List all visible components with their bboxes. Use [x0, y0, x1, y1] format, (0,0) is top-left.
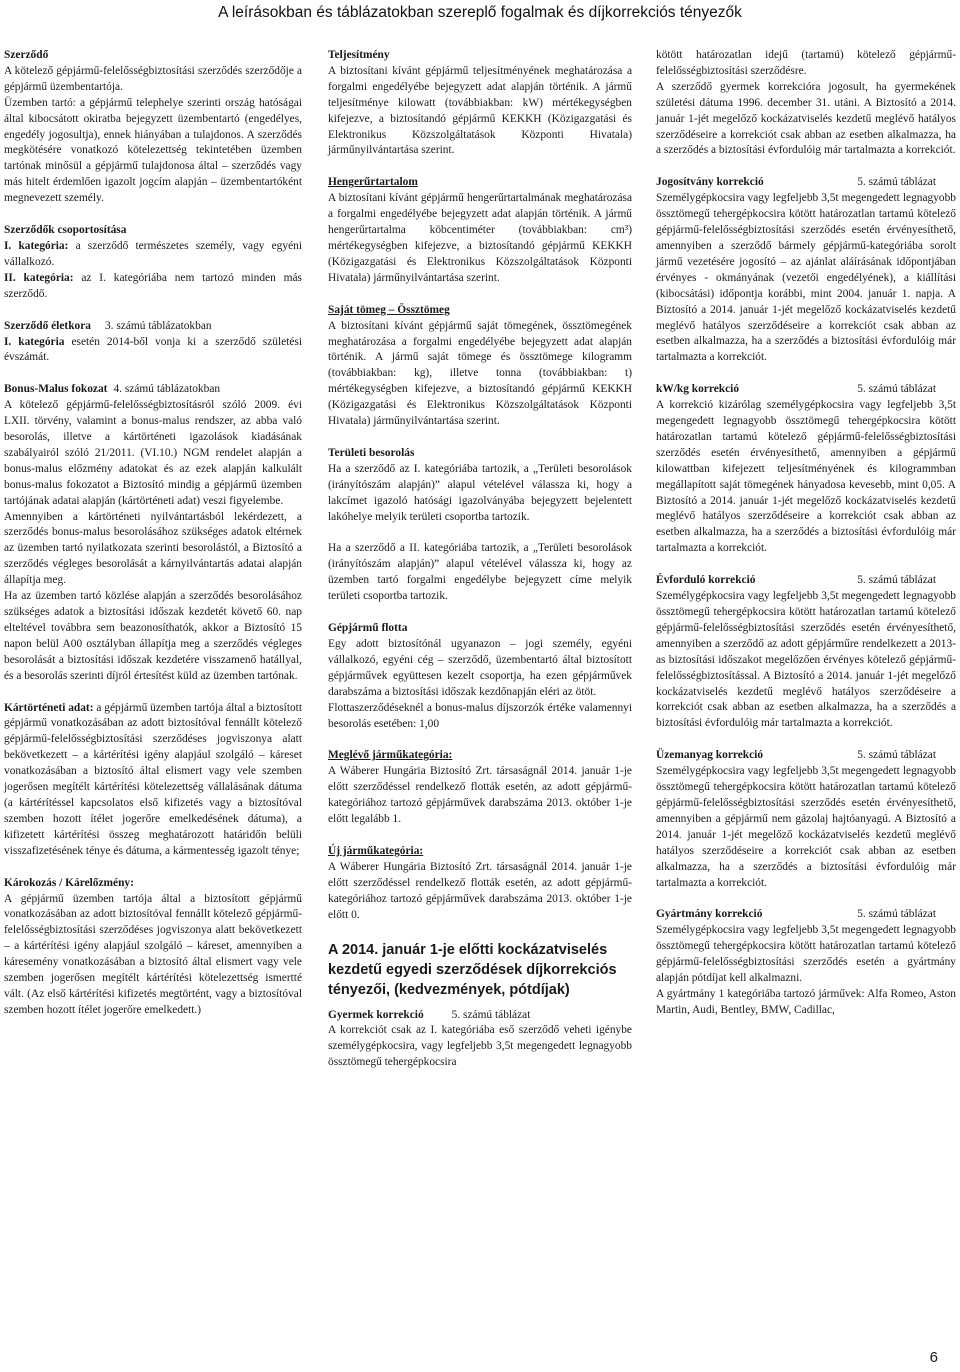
paragraph — [4, 271, 302, 303]
table-reference: 4. számú táblázatokban — [113, 383, 221, 396]
paragraph: A biztosítani kívánt gépjármű saját tömegének, össztömegének meghatározása a forgalmi engedélyébe bejegyzett adat alapján történik. A jármű saját tömege és össztömege kilogramm (továbbiakban: kg), illetve tonna (továbbiakban: t) mértékegységben kifejezve, a biztosítandó gépjármű KEKKH (Közigazgatási és Elektronikus Közszolgáltatások Központi Hivatala) járműnyilvántartása szerint. — [328, 319, 632, 428]
section-header-evfordulo — [656, 573, 956, 589]
section-heading-hengerurtartalom: Hengerűrtartalom — [328, 176, 418, 189]
section-heading-bonus-malus: Bonus-Malus fokozat — [4, 383, 108, 396]
category-text: esetén 2014-ből vonja ki a szerződő születési évszámát. — [4, 335, 302, 364]
paragraph: Személygépkocsira vagy legfeljebb 3,5t megengedett legnagyobb össztömegű tehergépkocsira kötött határozatlan tartamú kötelező gépjármű-felelősségbiztosítási szerződés esetén a gyártmány alapján pótdíjat kell alkalmazni. — [656, 924, 956, 985]
paragraph: Személygépkocsira vagy legfeljebb 3,5t megengedett legnagyobb össztömegű tehergépkocsira kötött határozatlan tartamú kötelező gépjármű-felelősségbiztosítási szerződés esetén érvényesíthető, amennyiben a szerződő az adott gépjárműre rendelkezett a 2013-as biztosítási időszakot megelőzően érvényes kötelező gépjármű-felelősségbiztosítással. A Biztosító a 2014. január 1-jét megelőző kockázatviselés kezdetű meglévő hatályos szerződéseire a korrekciót csak abban az esetben alkalmazza, ha a szerződés a biztosítási évfordulóig már tartalmazta a korrekciót. — [656, 590, 956, 730]
category-label: I. kategória: — [4, 239, 69, 252]
section-header-eletkor — [4, 319, 302, 335]
term-text: a gépjármű üzemben tartója által a biztosított gépjármű vonatkozásában az adott biztosítóval fennállt kötelező gépjármű-felelősségbiztosítási szerződéses jogviszonya alatt bekövetkezett – a kártérítési igény alapjául szolgáló – káreset vonatkozásában a biztosító által elismert vagy vele szemben jogerősen megítélt kártérítési kötelezettség vállalásának dátuma (a kártérítéssel kapcsolatos első kifizetés vagy a biztosítóval szemben hozott ítélet jogerőre emelkedésének dátuma), a kifizetett kártérítési összeg meghatározott határidőn belüli visszafizetésének ténye és dátuma, a kármentesség igazolt ténye; — [4, 701, 303, 857]
major-heading: A 2014. január 1-je előtti kockázatviselés kezdetű egyedi szerződések díjkorrekciós tényezői, (kedvezmények, pótdíjak) — [328, 941, 617, 998]
page-number: 6 — [929, 1349, 938, 1366]
column-middle — [328, 48, 632, 1071]
category-label: I. kategória — [4, 335, 65, 348]
paragraph: A Wáberer Hungária Biztosító Zrt. társaságnál 2014. január 1-je előtt szerződéssel rendelkező flották esetén, az adott gépjármű-kategóriához tartozó gépjárművek darabszáma 2013. október 1-je előtt 0. — [328, 860, 632, 921]
table-reference: 5. számú táblázat — [857, 383, 936, 396]
paragraph: A korrekció kizárólag személygépkocsira vagy legfeljebb 3,5t megengedett legnagyobb össztömegű tehergépkocsira kötött határozatlan tartamú kötelező gépjármű-felelősségbiztosítási szerződés esetén érvényesíthető, amennyiben a gépjármű kilowattban kifejezett teljesítményének és kilogrammban megállapított saját tömegének hányadosa kevesebb, mint 0,05. A Biztosító a 2014. január 1-jét megelőző kockázatviselés kezdetű meglévő hatályos szerződéseire a korrekciót csak abban az esetben alkalmazza, ha a szerződés a biztosítási évfordulóig már tartalmazta a korrekciót. — [656, 399, 956, 555]
section-heading-evfordulo: Évforduló korrekció — [656, 574, 756, 587]
paragraph: A szerződő gyermek korrekcióra jogosult, ha gyermekének születési dátuma 1996. december 31. utáni. A Biztosító a 2014. január 1-jét megelőző kockázatviselés kezdetű meglévő hatályos szerződéseire a korrekciót csak abban az esetben alkalmazza, ha a szerződés a biztosítási évfordulóig már tartalmazta a korrekciót. — [656, 80, 956, 157]
table-reference: 5. számú táblázat — [857, 574, 936, 587]
section-header-uzemanyag — [656, 748, 956, 764]
section-header-kwkg — [656, 382, 956, 398]
section-header-jogositvany — [656, 175, 956, 191]
table-reference: 5. számú táblázat — [857, 176, 936, 189]
section-heading-teljesitmeny: Teljesítmény — [328, 49, 390, 61]
paragraph: A kötelező gépjármű-felelősségbiztosítási szerződés szerződője a gépjármű üzembentartója. — [4, 64, 302, 93]
paragraph: A gépjármű üzemben tartója által a biztosított gépjármű vonatkozásában az adott biztosítóval fennállt kötelező gépjármű-felelősségbiztosítási szerződéses jogviszonya alatt bekövetkezett – a kártérítési igény alapjául szolgáló – káreset, amennyiben a káresemény vonatkozásában a biztosító által elismert vagy vele szemben jogerősen megítélt kártérítési kötelezettség ismertté vált. (Az első kártérítési kifizetés megtörtént, vagy a biztosítóval szemben hozott ítélet jogerőre emelkedett.) — [4, 892, 302, 1016]
paragraph: A biztosítani kívánt gépjármű hengerűrtartalmának meghatározása a forgalmi engedélyébe bejegyzett adat alapján történik. A jármű hengerűrtartalma köbcentiméter (továbbiakban: cm³) mértékegységben kifejezve, a biztosítandó gépjármű KEKKH (Közigazgatási és Elektronikus Közszolgáltatások Központi Hivatala) járműnyilvántartása szerint. — [328, 192, 632, 284]
paragraph: A gyártmány 1 kategóriába tartozó járművek: Alfa Romeo, Aston Martin, Audi, Bentley, BMW, Cadillac, — [656, 987, 956, 1016]
column-right — [656, 48, 956, 1019]
section-heading-meglevo: Meglévő járműkategória: — [328, 749, 453, 762]
section-heading-tomeg: Saját tömeg – Össztömeg — [328, 303, 450, 316]
paragraph — [4, 701, 302, 860]
table-reference: 5. számú táblázat — [857, 908, 936, 921]
paragraph: Ha a szerződő a II. kategóriába tartozik, a „Területi besorolások (irányítószám alapján)” alapul vételével válassza ki, hogy az üzemben tartó forgalmi engedélybe bejegyzett címe melyik területi csoportba tartozik. — [328, 542, 632, 603]
paragraph: Ha az üzemben tartó közlése alapján a szerződés besorolásához szükséges adatok a biztosítási időszak kezdetét követő 60. nap elteltével továbbra sem beazonosíthatók, akkor a Biztosító 15 napon belül A00 osztályban állapítja meg a szerződés végleges besorolását a biztosítási időszak kezdetére visszamenő hatállyal, és a besorolás szerinti díjról értesítést küld az üzemben tartónak. — [4, 590, 302, 682]
section-heading-kwkg: kW/kg korrekció — [656, 383, 740, 396]
section-heading-gyartmany: Gyártmány korrekció — [656, 908, 763, 921]
paragraph: A kötelező gépjármű-felelősségbiztosításról szóló 2009. évi LXII. törvény, valamint a bonus-malus rendszer, az abba való besorolás, illetve a kártörténeti igazolások kiadásának szabályairól szóló 21/2011. (VI.10.) NGM rendelet alapján a bonus-malus előzmény adatokat és az ezek alapján kalkulált bonus-malus fokozatot a Biztosító mindig a gépjármű üzemben tartójának adatai alapján (kártörténeti adat) veszi figyelembe. — [4, 399, 302, 507]
paragraph: Üzemben tartó: a gépjármű telephelye szerinti ország hatóságai által kibocsátott okiratba bejegyzett üzembentartó (engedélyes, engedély jogosultja), ennek hiányában a tulajdonos. A szerződés megkötésére vonatkozó kötelezettség tekintetében üzemben tartónak minősül a gépjármű tulajdonosa által – szerződés vagy más hitelt érdemlően igazolt jogcím alapján – üzembentartóként megnevezett személy. — [4, 96, 302, 205]
section-header-gyartmany — [656, 907, 956, 923]
section-heading-flotta: Gépjármű flotta — [328, 622, 408, 635]
paragraph: Flottaszerződéseknél a bonus-malus díjszorzók értéke valamennyi besorolás esetében: 1,00 — [328, 701, 632, 730]
category-text: a szerződő természetes személy, vagy egyéni vállalkozó. — [4, 239, 302, 268]
section-heading-eletkor: Szerződő életkora — [4, 319, 91, 332]
page-title: A leírásokban és táblázatokban szereplő fogalmak és díjkorrekciós tényezők — [218, 4, 742, 21]
paragraph: A korrekciót csak az I. kategóriába eső szerződő veheti igénybe személygépkocsira, vagy legfeljebb 3,5t megengedett legnagyobb össztömegű tehergépkocsira — [328, 1024, 632, 1069]
section-header-gyermek — [328, 1008, 632, 1024]
section-header-bonus — [4, 382, 302, 398]
paragraph — [4, 239, 302, 271]
paragraph: Személygépkocsira vagy legfeljebb 3,5t megengedett legnagyobb össztömegű tehergépkocsira kötött határozatlan tartamú kötelező gépjármű-felelősségbiztosítási szerződés esetén érvényesíthető, amennyiben a gépjármű nem gázolaj hajtóanyagú. A Biztosító a 2014. január 1-jét megelőző kockázatviselés kezdetű meglévő hatályos szerződéseire a korrekciót csak abban az esetben alkalmazza, ha a szerződés a biztosítási évfordulóig már tartalmazta a korrekciót. — [656, 765, 956, 889]
table-reference: 3. számú táblázatokban — [104, 319, 212, 332]
paragraph: Amennyiben a kártörténeti nyilvántartásból lekérdezett, a szerződés bonus-malus besorolásához szükséges adatok eltérnek az üzemben tartó nyilatkozata szerinti besorolástól, a Biztosító a szerződés végleges besorolását a kárnyilvántartás adatai alapján állapítja meg. — [4, 510, 302, 587]
section-heading-gyermek: Gyermek korrekció — [328, 1008, 424, 1021]
paragraph: kötött határozatlan idejű (tartamú) kötelező gépjármű-felelősségbiztosítási szerződésre. — [656, 49, 956, 77]
paragraph: A biztosítani kívánt gépjármű teljesítményének meghatározása a forgalmi engedélyébe bejegyzett adat alapján történik. A jármű teljesítménye kilowatt (továbbiakban: kW) mértékegységben kifejezve, a biztosítandó gépjármű KEKKH (Közigazgatási és Elektronikus Közszolgáltatások Központi Hivatala) járműnyilvántartása szerint. — [328, 64, 632, 157]
paragraph: Személygépkocsira vagy legfeljebb 3,5t megengedett legnagyobb össztömegű tehergépkocsira kötött határozatlan tartamú kötelező gépjármű-felelősségbiztosítási szerződés esetén érvényesíthető, amennyiben a szerződő bármely gépjármű-kategóriába sorolt jármű vezetésére jogosító – az ajánlat aláírásának időpontjában érvényes - okmányának (vezetői engedélyének), a kiállítási (kibocsátási) időpontja korábbi, mint 2004. január 1. napja. A Biztosító a 2014. január 1-jét megelőző kockázatviselés kezdetű meglévő hatályos szerződéseire a korrekciót csak abban az esetben alkalmazza, ha a szerződés a biztosítási évfordulóig már tartalmazta a korrekciót. — [656, 192, 956, 364]
paragraph: Ha a szerződő az I. kategóriába tartozik, a „Területi besorolások (irányítószám alapján)” alapul vételével válassza ki, hogy a lakcímet igazoló hatósági igazolványába bejegyzett bejelentett lakóhelye melyik területi csoportba tartozik. — [328, 462, 632, 523]
section-heading-karokozas: Károkozás / Kárelőzmény: — [4, 876, 134, 889]
section-heading-csoportositas: Szerződők csoportosítása — [4, 224, 127, 237]
paragraph — [4, 335, 302, 367]
paragraph: Egy adott biztosítónál ugyanazon – jogi személy, egyéni vállalkozó, egyéni cég – szerződő, üzembentartó által biztosított gépjárművek együttesen kezelt csoportja, ha ezen gépjárművek darabszáma a biztosítási időszak kezdőnapján eléri az ötöt. — [328, 638, 632, 698]
table-reference: 5. számú táblázat — [451, 1008, 531, 1021]
category-label: II. kategória: — [4, 271, 74, 284]
paragraph: A Wáberer Hungária Biztosító Zrt. társaságnál 2014. január 1-je előtt szerződéssel rendelkező flották esetén, az adott gépjármű-kategóriához tartozó gépjárművek darabszáma 2013. október 1-je előtt legalább 1. — [328, 765, 632, 826]
section-heading-jogositvany: Jogosítvány korrekció — [656, 176, 764, 189]
column-left — [4, 48, 302, 1019]
section-heading-teruleti: Területi besorolás — [328, 446, 415, 459]
section-heading-szerzodo: Szerződő — [4, 49, 49, 61]
category-text: az I. kategóriába nem tartozó minden más szerződő. — [4, 271, 302, 300]
section-heading-uzemanyag: Üzemanyag korrekció — [656, 749, 764, 762]
term-label: Kártörténeti adat: — [4, 701, 94, 714]
table-reference: 5. számú táblázat — [857, 749, 936, 762]
section-heading-uj: Új járműkategória: — [328, 844, 424, 857]
